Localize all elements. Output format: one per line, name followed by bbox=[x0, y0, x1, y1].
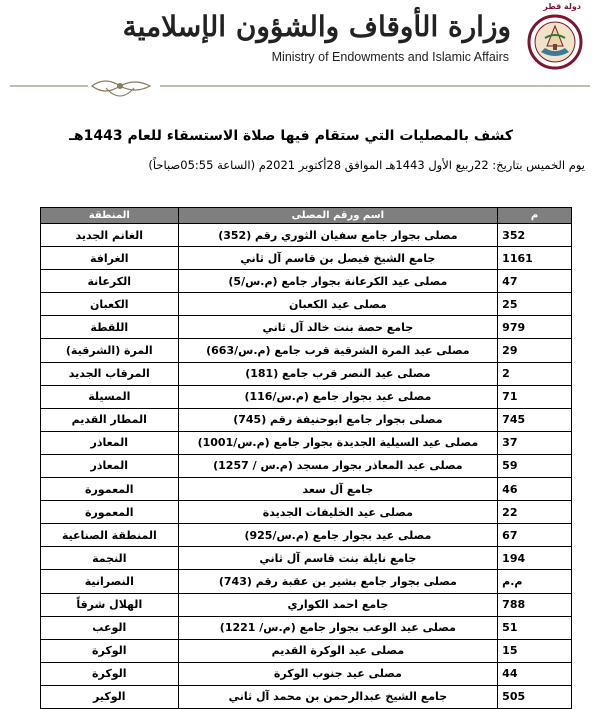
row-area: الكعبان bbox=[41, 293, 179, 316]
date-line: يوم الخميس بتاريخ: 22ربيع الأول 1443هـ الموافق 28أكتوبر 2021م (الساعة 05:55صباحاً) bbox=[148, 158, 585, 172]
table-row bbox=[41, 224, 572, 247]
row-number: 29 bbox=[498, 339, 572, 362]
row-number: 1161 bbox=[498, 247, 572, 270]
row-number: 2 bbox=[498, 362, 572, 385]
row-number: 37 bbox=[498, 431, 572, 454]
row-mosque: مصلى بجوار جامع سفيان الثوري رقم (352) bbox=[178, 224, 498, 247]
table-row bbox=[41, 408, 572, 431]
table-row bbox=[41, 547, 572, 570]
column-header-area: المنطقة bbox=[41, 208, 179, 224]
row-number: 59 bbox=[498, 454, 572, 477]
table-row bbox=[41, 662, 572, 685]
row-number: 788 bbox=[498, 593, 572, 616]
table-row bbox=[41, 501, 572, 524]
row-mosque: مصلى عيد الكعبان bbox=[178, 293, 498, 316]
table-row bbox=[41, 339, 572, 362]
row-mosque: مصلى عيد الكرعانة بجوار جامع (م.س/5) bbox=[178, 270, 498, 293]
ministry-name-english: Ministry of Endowments and Islamic Affairs bbox=[271, 50, 509, 64]
table-row bbox=[41, 270, 572, 293]
row-number: 51 bbox=[498, 616, 572, 639]
table-row bbox=[41, 385, 572, 408]
row-number: 71 bbox=[498, 385, 572, 408]
row-area: الكرعانة bbox=[41, 270, 179, 293]
row-mosque: جامع حصة بنت خالد آل ثاني bbox=[178, 316, 498, 339]
table-row bbox=[41, 478, 572, 501]
row-area: اللقطة bbox=[41, 316, 179, 339]
row-number: 352 bbox=[498, 224, 572, 247]
row-number: 44 bbox=[498, 662, 572, 685]
row-area: الوكرة bbox=[41, 662, 179, 685]
row-number: 46 bbox=[498, 478, 572, 501]
row-number: 47 bbox=[498, 270, 572, 293]
table-row bbox=[41, 362, 572, 385]
row-area: المرة (الشرقية) bbox=[41, 339, 179, 362]
table-row bbox=[41, 593, 572, 616]
row-area: الوعب bbox=[41, 616, 179, 639]
row-mosque: جامع الشيخ عبدالرحمن بن محمد آل ثاني bbox=[178, 685, 498, 708]
table-row bbox=[41, 247, 572, 270]
table-row bbox=[41, 293, 572, 316]
row-area: الغانم الجديد bbox=[41, 224, 179, 247]
row-mosque: مصلى عيد الوكرة القديم bbox=[178, 639, 498, 662]
row-area: المعمورة bbox=[41, 478, 179, 501]
row-mosque: مصلى عيد الخليفات الجديدة bbox=[178, 501, 498, 524]
row-mosque: مصلى عيد المرة الشرقية قرب جامع (م.س/663) bbox=[178, 339, 498, 362]
table-row bbox=[41, 316, 572, 339]
row-number: 25 bbox=[498, 293, 572, 316]
row-mosque: مصلى عيد المعاذر بجوار مسجد (م.س / 1257) bbox=[178, 454, 498, 477]
row-area: المنطقة الصناعية bbox=[41, 524, 179, 547]
row-number: 67 bbox=[498, 524, 572, 547]
row-mosque: جامع آل سعد bbox=[178, 478, 498, 501]
row-area: الهلال شرقاً bbox=[41, 593, 179, 616]
row-mosque: مصلى بجوار جامع بشير بن عقبة رقم (743) bbox=[178, 570, 498, 593]
qatar-emblem-icon bbox=[525, 8, 585, 70]
row-area: المعاذر bbox=[41, 454, 179, 477]
row-area: المطار القديم bbox=[41, 408, 179, 431]
row-area: الوكرة bbox=[41, 639, 179, 662]
ministry-name-arabic: وزارة الأوقاف والشؤون الإسلامية bbox=[122, 10, 511, 43]
row-area: النجمة bbox=[41, 547, 179, 570]
row-mosque: مصلى عيد الوعب بجوار جامع (م.س/ 1221) bbox=[178, 616, 498, 639]
row-number: 745 bbox=[498, 408, 572, 431]
row-mosque: مصلى عيد النصر قرب جامع (181) bbox=[178, 362, 498, 385]
row-area: النصرانية bbox=[41, 570, 179, 593]
row-mosque: مصلى عيد بجوار جامع (م.س/116) bbox=[178, 385, 498, 408]
table-row bbox=[41, 570, 572, 593]
row-mosque: مصلى عيد السيلية الجديدة بجوار جامع (م.س/1001) bbox=[178, 431, 498, 454]
ornamental-divider bbox=[10, 78, 590, 108]
row-area: المعاذر bbox=[41, 431, 179, 454]
row-number: 505 bbox=[498, 685, 572, 708]
row-number: 15 bbox=[498, 639, 572, 662]
table-row bbox=[41, 685, 572, 708]
row-area: الوكير bbox=[41, 685, 179, 708]
letterhead bbox=[0, 0, 599, 80]
row-area: المسيلة bbox=[41, 385, 179, 408]
document-title: كشف بالمصليات التي ستقام فيها صلاة الاستسقاء للعام 1443هـ bbox=[69, 128, 513, 144]
emblem-label: دولة قطر bbox=[543, 2, 581, 11]
row-area: الغرافة bbox=[41, 247, 179, 270]
row-mosque: مصلى بجوار جامع ابوحنيفة رقم (745) bbox=[178, 408, 498, 431]
row-number: 22 bbox=[498, 501, 572, 524]
table-row bbox=[41, 639, 572, 662]
row-mosque: جامع الشيخ فيصل بن قاسم آل ثاني bbox=[178, 247, 498, 270]
row-mosque: جامع نايلة بنت قاسم آل ثاني bbox=[178, 547, 498, 570]
table-row bbox=[41, 524, 572, 547]
row-mosque: مصلى عيد بجوار جامع (م.س/925) bbox=[178, 524, 498, 547]
row-area: المعمورة bbox=[41, 501, 179, 524]
row-mosque: مصلى عيد جنوب الوكرة bbox=[178, 662, 498, 685]
row-mosque: جامع احمد الكواري bbox=[178, 593, 498, 616]
table-row bbox=[41, 616, 572, 639]
column-header-number: م bbox=[498, 208, 572, 224]
table-header-row bbox=[41, 208, 572, 224]
prayer-locations-table bbox=[40, 207, 572, 709]
row-number: م.م bbox=[498, 570, 572, 593]
column-header-mosque: اسم ورقم المصلى bbox=[178, 208, 498, 224]
row-area: المرقاب الجديد bbox=[41, 362, 179, 385]
row-number: 194 bbox=[498, 547, 572, 570]
row-number: 979 bbox=[498, 316, 572, 339]
table-row bbox=[41, 431, 572, 454]
table-row bbox=[41, 454, 572, 477]
